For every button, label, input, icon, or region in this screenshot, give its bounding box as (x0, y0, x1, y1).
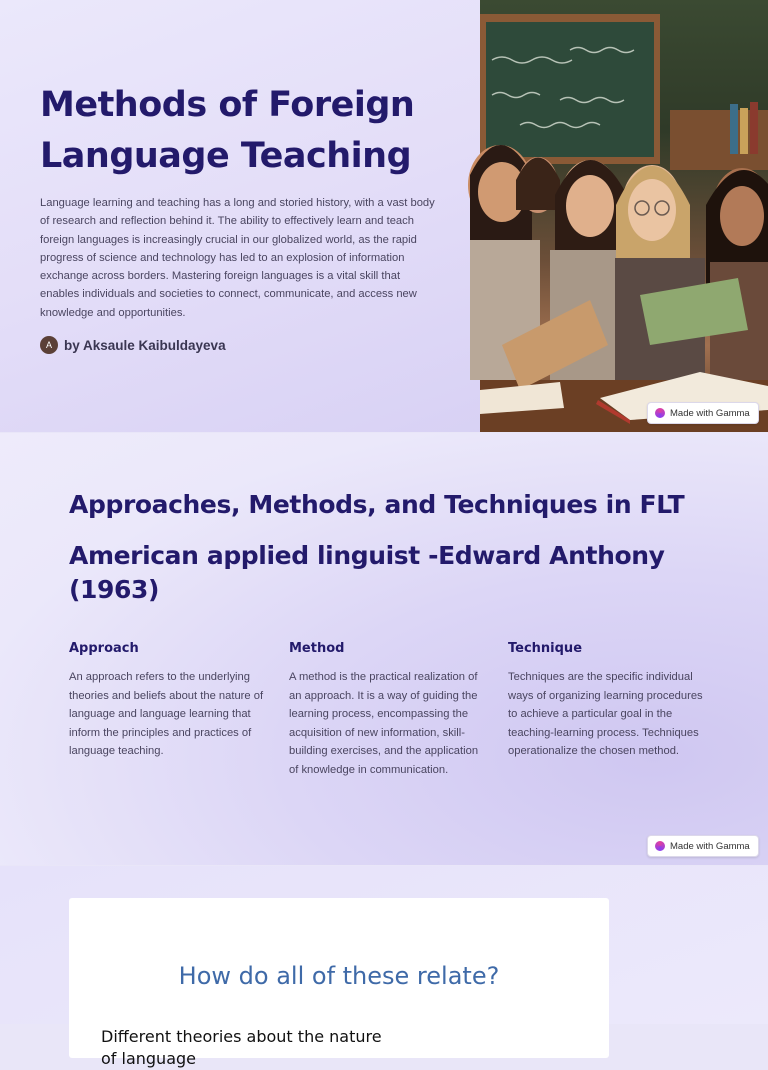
slide-approaches (0, 433, 768, 865)
badge-label: Made with Gamma (670, 407, 750, 419)
author-line (40, 336, 226, 354)
column-text: Techniques are the specific individual ways of organizing learning procedures to achieve a particular goal in the teaching-learning process. Techniques operationalize the chosen method. (508, 671, 703, 757)
page-title: Methods of Foreign Language Teaching (40, 85, 415, 176)
column-heading: Approach (69, 641, 139, 656)
column-text: A method is the practical realization of an approach. It is a way of guiding the learning process, encompassing the acquisition of new information, skill-building exercises, and the application of knowledge in communication. (289, 671, 479, 776)
column-heading: Technique (508, 641, 583, 656)
intro-paragraph: Language learning and teaching has a long and storied history, with a vast body of research and reflection behind it. The ability to effectively learn and teach foreign languages is increasingly crucial in our globalized world, as the rapid progress of science and technology has led to an explosion of information exchange across borders. Mastering foreign languages is a vital skill that enables individuals and societies to connect, communicate, and access new knowledge and opportunities. (40, 197, 435, 319)
made-with-gamma-badge[interactable] (647, 402, 759, 424)
content-card (69, 898, 609, 1068)
section-heading: Approaches, Methods, and Techniques in FLT (69, 490, 685, 519)
slide-title (0, 0, 768, 432)
column-heading: Method (289, 641, 345, 656)
column-method (289, 641, 485, 779)
column-approach (69, 641, 265, 761)
column-technique (508, 641, 704, 761)
made-with-gamma-badge[interactable] (647, 835, 759, 857)
slide-relations (0, 866, 768, 1068)
avatar: A (40, 336, 58, 354)
chalkboard (486, 22, 654, 157)
column-text: An approach refers to the underlying theories and beliefs about the nature of language and language learning that inform the principles and practices of language teaching. (69, 671, 264, 757)
author-name: by Aksaule Kaibuldayeva (64, 337, 226, 353)
card-title: How do all of these relate? (178, 962, 500, 990)
photo-illustration (480, 0, 768, 432)
badge-label: Made with Gamma (670, 840, 750, 852)
card-text: Different theories about the nature of language (101, 1027, 382, 1068)
section-subheading: American applied linguist -Edward Anthony (1963) (69, 541, 665, 604)
gamma-logo-icon (655, 841, 665, 851)
students-with-books-photo (480, 0, 768, 432)
gamma-logo-icon (655, 408, 665, 418)
